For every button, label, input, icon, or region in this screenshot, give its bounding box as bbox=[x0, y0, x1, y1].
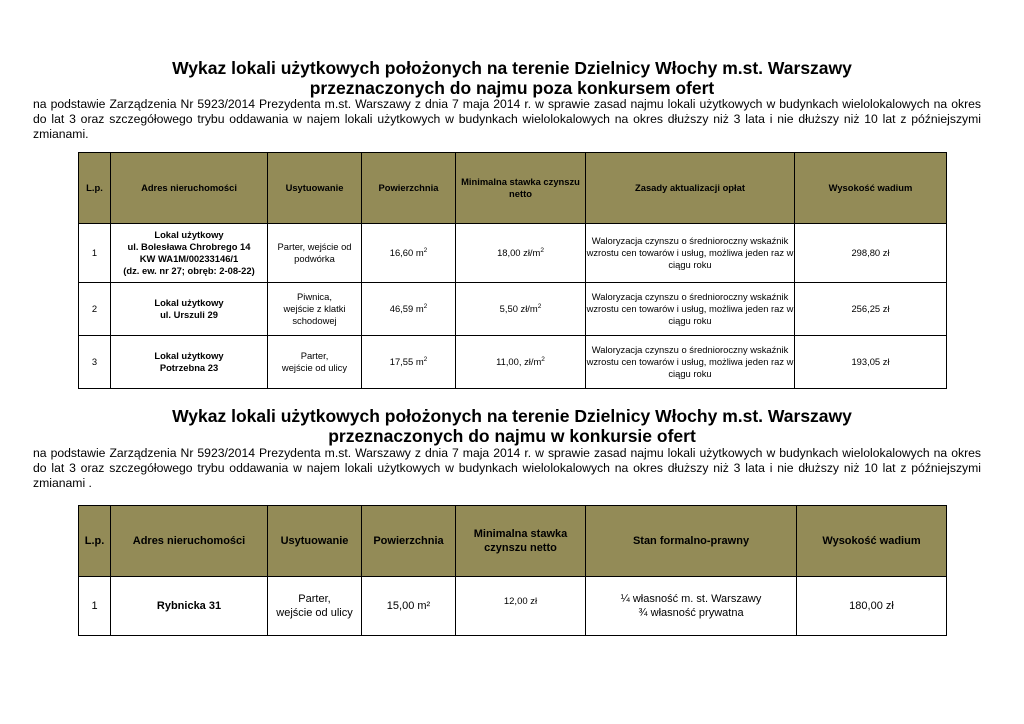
header-deposit: Wysokość wadium bbox=[795, 153, 947, 224]
rate-value: 5,50 zł/m bbox=[499, 302, 538, 314]
header-address: Adres nieruchomości bbox=[111, 153, 268, 224]
header-rate: Minimalna stawka czynszu netto bbox=[456, 506, 586, 577]
rules-line: wzrostu cen towarów i usług, możliwa jeden raz w bbox=[586, 355, 794, 367]
header-lp: L.p. bbox=[79, 506, 111, 577]
header-rate: Minimalna stawka czynszu netto bbox=[456, 153, 586, 224]
table-row bbox=[79, 224, 947, 283]
cell-legal-status bbox=[586, 577, 797, 636]
cell-area bbox=[362, 283, 456, 336]
section1-title bbox=[0, 58, 1024, 98]
header-address: Adres nieruchomości bbox=[111, 506, 268, 577]
cell-area bbox=[362, 336, 456, 389]
section1-title-line1: Wykaz lokali użytkowych położonych na terenie Dzielnicy Włochy m.st. Warszawy bbox=[172, 58, 852, 78]
rate-value: 18,00 zł/m bbox=[497, 246, 541, 258]
rules-line: Waloryzacja czynszu o średnioroczny wskaźnik bbox=[591, 290, 789, 302]
cell-area: 15,00 m² bbox=[362, 577, 456, 636]
area-value: 46,59 m bbox=[389, 302, 424, 314]
table-row bbox=[79, 283, 947, 336]
header-area: Powierzchnia bbox=[362, 153, 456, 224]
cell-location bbox=[268, 283, 362, 336]
location-line: wejście od ulicy bbox=[276, 607, 353, 619]
table-row bbox=[79, 336, 947, 389]
rate-exponent: 2 bbox=[540, 246, 544, 254]
location-line: podwórka bbox=[294, 253, 335, 264]
cell-lp: 1 bbox=[79, 577, 111, 636]
cell-address bbox=[111, 336, 268, 389]
rules-line: ciągu roku bbox=[668, 368, 712, 380]
section2-title bbox=[0, 406, 1024, 446]
cell-location bbox=[268, 224, 362, 283]
area-value: 17,55 m bbox=[389, 355, 424, 367]
section2-title-line1: Wykaz lokali użytkowych położonych na terenie Dzielnicy Włochy m.st. Warszawy bbox=[172, 406, 852, 426]
cell-address bbox=[111, 224, 268, 283]
header-rules: Zasady aktualizacji opłat bbox=[586, 153, 795, 224]
cell-address: Rybnicka 31 bbox=[111, 577, 268, 636]
address-line: Lokal użytkowy bbox=[154, 349, 224, 361]
cell-location bbox=[268, 577, 362, 636]
section1-title-line2: przeznaczonych do najmu poza konkursem ofert bbox=[309, 78, 715, 98]
area-value: 16,60 m bbox=[389, 246, 424, 258]
header-deposit: Wysokość wadium bbox=[797, 506, 947, 577]
cell-lp: 2 bbox=[79, 283, 111, 336]
rules-line: ciągu roku bbox=[668, 259, 712, 271]
location-line: Piwnica, bbox=[297, 290, 332, 302]
area-exponent: 2 bbox=[423, 355, 428, 363]
rules-line: ciągu roku bbox=[668, 315, 712, 327]
header-location: Usytuowanie bbox=[268, 153, 362, 224]
table-competitive bbox=[78, 505, 947, 636]
address-line: KW WA1M/00233146/1 bbox=[139, 253, 239, 264]
location-line: Parter, bbox=[300, 349, 329, 361]
rate-exponent: 2 bbox=[541, 355, 545, 363]
header-area: Powierzchnia bbox=[362, 506, 456, 577]
table-non-competitive bbox=[78, 152, 947, 389]
location-line: Parter, bbox=[298, 593, 331, 605]
cell-location bbox=[268, 336, 362, 389]
rules-line: wzrostu cen towarów i usług, możliwa jeden raz w bbox=[586, 302, 794, 314]
area-exponent: 2 bbox=[423, 246, 428, 254]
address-line: Lokal użytkowy bbox=[154, 296, 224, 308]
cell-deposit: 180,00 zł bbox=[797, 577, 947, 636]
address-line: ul. Bolesława Chrobrego 14 bbox=[127, 240, 251, 252]
cell-rate bbox=[456, 283, 586, 336]
address-line: ul. Urszuli 29 bbox=[160, 309, 218, 320]
cell-lp: 3 bbox=[79, 336, 111, 389]
cell-lp: 1 bbox=[79, 224, 111, 283]
header-legal-status: Stan formalno-prawny bbox=[586, 506, 797, 577]
cell-rules bbox=[586, 283, 795, 336]
cell-deposit: 193,05 zł bbox=[795, 336, 947, 389]
rate-exponent: 2 bbox=[537, 302, 542, 310]
cell-rules bbox=[586, 336, 795, 389]
table-header-row bbox=[79, 506, 947, 577]
location-line: wejście od ulicy bbox=[281, 362, 348, 373]
header-lp: L.p. bbox=[79, 153, 111, 224]
section2-title-line2: przeznaczonych do najmu w konkursie ofert bbox=[328, 426, 696, 446]
section2-intro: na podstawie Zarządzenia Nr 5923/2014 Prezydenta m.st. Warszawy z dnia 7 maja 2014 r. w sprawie zasad najmu lokali użytkowych w budynkach wielolokalowych na okres do lat 3 oraz szczegółowego trybu oddawania w najem lokali użytkowych w budynkach wielolokalowych na okres dłuższy niż 3 lata i nie dłuższy niż 10 lat z późniejszymi zmianami . bbox=[33, 446, 981, 491]
section1-intro: na podstawie Zarządzenia Nr 5923/2014 Prezydenta m.st. Warszawy z dnia 7 maja 2014 r. w sprawie zasad najmu lokali użytkowych w budynkach wielolokalowych na okres do lat 3 oraz szczegółowego trybu oddawania w najem lokali użytkowych w budynkach wielolokalowych na okres dłuższy niż 3 lata i nie dłuższy niż 10 lat z późniejszymi zmianami. bbox=[33, 97, 981, 142]
area-exponent: 2 bbox=[423, 302, 428, 310]
location-line: wejście z klatki bbox=[283, 302, 346, 314]
location-line: schodowej bbox=[292, 315, 337, 327]
table-header-row bbox=[79, 153, 947, 224]
cell-rate: 12,00 zł bbox=[456, 577, 586, 636]
rules-line: wzrostu cen towarów i usług, możliwa jeden raz w bbox=[586, 246, 794, 258]
location-line: Parter, wejście od bbox=[277, 240, 352, 252]
address-line: Potrzebna 23 bbox=[159, 362, 219, 373]
legal-line: ¾ własność prywatna bbox=[638, 607, 744, 619]
cell-deposit: 298,80 zł bbox=[795, 224, 947, 283]
rate-value: 11,00, zł/m bbox=[496, 355, 542, 367]
cell-address bbox=[111, 283, 268, 336]
cell-rules bbox=[586, 224, 795, 283]
table-row bbox=[79, 577, 947, 636]
address-line: (dz. ew. nr 27; obręb: 2-08-22) bbox=[123, 265, 255, 277]
legal-line: ¼ własność m. st. Warszawy bbox=[620, 593, 762, 605]
rules-line: Waloryzacja czynszu o średnioroczny wskaźnik bbox=[591, 234, 789, 246]
rules-line: Waloryzacja czynszu o średnioroczny wskaźnik bbox=[591, 343, 789, 355]
cell-deposit: 256,25 zł bbox=[795, 283, 947, 336]
cell-rate bbox=[456, 336, 586, 389]
header-location: Usytuowanie bbox=[268, 506, 362, 577]
cell-area bbox=[362, 224, 456, 283]
address-line: Lokal użytkowy bbox=[154, 228, 224, 240]
cell-rate bbox=[456, 224, 586, 283]
